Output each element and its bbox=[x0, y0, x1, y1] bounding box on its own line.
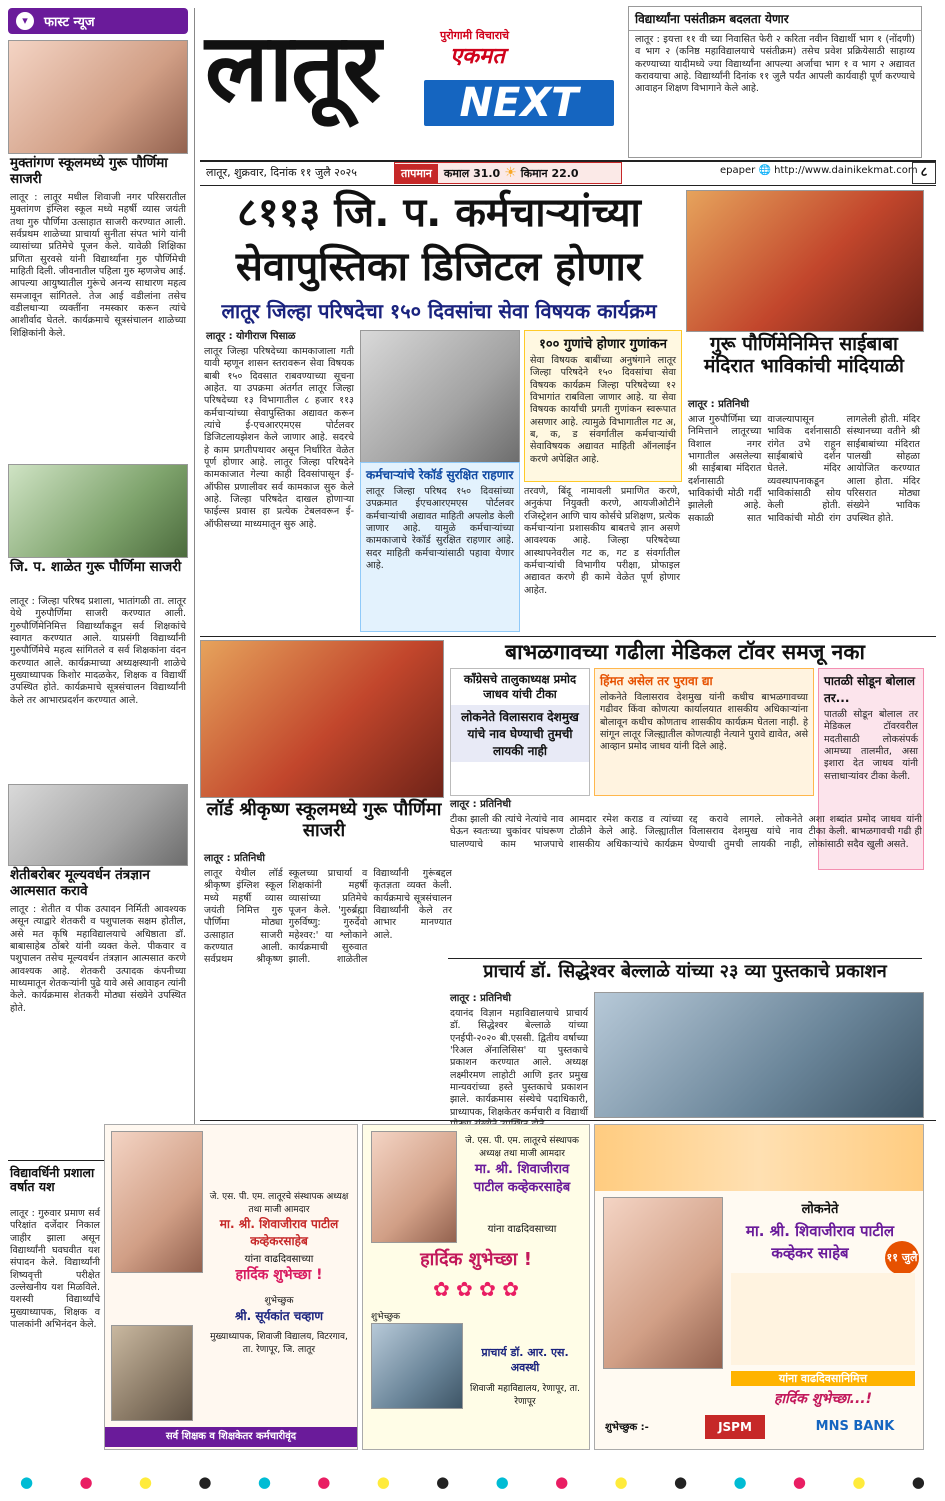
ad3-name: मा. श्री. शिवाजीराव पाटील bbox=[745, 1222, 895, 1240]
sai-byline: लातूर : प्रतिनिधी bbox=[688, 399, 749, 410]
score-box bbox=[524, 330, 682, 482]
ad3-details bbox=[731, 1273, 915, 1365]
fast-news-icon: ▾ bbox=[16, 12, 34, 30]
score-box-title: १०० गुणांचे होणार गुणांकन bbox=[539, 337, 667, 352]
story1-photo bbox=[8, 40, 188, 154]
top-notice-body: लातूर : इयत्ता ११ वी च्या निवासित फेरी २ करिता नवीन विद्यार्थी भाग १ (नोंदणी) व भाग २ (कनिष्ठ महाविद्यालयाचे पसंतीक्रम) तसेच प्रवेश प्रक्रियेसाठी साहाय्य करण्याच्या यादीमध्ये ज्या विद्यार्थ्यांना आपल्या अर्जाचा भाग १ व भाग २ अद्यावत करावयाचा आहे. विद्यार्थ्यांनी दिनांक ११ जुलै पर्यंत आपली कार्यवाही पूर्ण करण्याचे आवाहन शिक्षण विभागाने केले आहे. bbox=[635, 34, 915, 95]
ad3-wish: हार्दिक शुभेच्छा...! bbox=[773, 1391, 873, 1407]
book-headline: प्राचार्य डॉ. सिद्धेश्वर बेल्लाळे यांच्या २३ व्या पुस्तकाचे प्रकाशन bbox=[483, 961, 887, 982]
score-box-body: सेवा विषयक बाबींच्या अनुषंगाने लातूर जिल्हा परिषदेने १५० दिवसांचा सेवा विषयक कार्यक्रम जिल्हा परिषदेच्या १२ विभागांत राबविला जाणार आहे. या सेवा विषयक कार्यांची प्रगती गुणांकन स्वरूपात असणार आहे. त्यामुळे विभागातील गट अ, ब, क, ड संवर्गातील कर्मचाऱ्यांची सेवाविषयक अद्यावत माहिती ऑनलाईन करणे अपेक्षित आहे. bbox=[530, 355, 676, 465]
tower-box2-title: हिंमत असेल तर पुरावा द्या bbox=[600, 674, 713, 688]
lord-krishna-body: लातूर येथील लॉर्ड श्रीकृष्ण इंग्लिश स्कूल मध्ये महर्षी व्यास जयंती निमित्त गुरु पौर्णिमा मोठ्या उत्साहात साजरी करण्यात आली. सर्वप्रथम श्रीकृष्ण स्कूलच्या प्राचार्या व शिक्षकांनी महर्षी व्यासांच्या प्रतिमेचे पूजन केले. 'गुरुर्ब्रह्मा गुरुर्विष्णु: गुरुर्देवो महेश्वर:' या श्लोकाने कार्यक्रमाची सुरुवात झाली. शाळेतील विद्यार्थ्यांनी गुरूंबद्दल कृतज्ञता व्यक्त केली. कार्यक्रमाचे सूत्रसंचालन विद्यार्थ्यांनी केले तर आभार मानण्यात आले. bbox=[204, 868, 452, 966]
page-number: ८ bbox=[912, 162, 936, 184]
lord-krishna-headline: लॉर्ड श्रीकृष्ण स्कूलमध्ये गुरू पौर्णिमा साजरी bbox=[206, 799, 442, 841]
sai-temple-photo bbox=[686, 190, 924, 332]
tower-box2 bbox=[594, 668, 814, 796]
book-byline: लातूर : प्रतिनिधी bbox=[450, 993, 511, 1004]
main-body-col3: तरवणे, बिंदू नामावली प्रमाणित करणे, अनुकंपा नियुक्ती करणे, आयजीओटीने रजिस्ट्रेशन आणि चाय कोर्सचे प्रशिक्षण, प्रत्येक कर्मचाऱ्यांना प्रशासकीय बाबतचे ज्ञान असणे आवश्यक आहे. जिल्हा परिषदेच्या आस्थापनेवरील गट क, गट ड संवर्गातील कर्मचाऱ्यांची विभागीय परीक्षा, प्रोफाइल अद्यावत करणे ही कामे वेळेत पूर्ण होणार आहेत. bbox=[524, 486, 680, 596]
story1-body: लातूर : लातूर मधील शिवाजी नगर परिसरातील मुक्तांगण इंग्लिश स्कूल मध्ये महर्षी व्यास जयंती तथा गुरु पौर्णिमा उत्साहात साजरी करण्यात आली. सर्वप्रथम शाळेच्या प्राचार्या सुनीता संपत भांगे यांनी व्यासांच्या प्रतिमेचे पूजन केले. यावेळी शिक्षिका प्रणिता सुरवसे यांनी विद्यार्थ्यांना गुरु पौर्णिमेची माहिती दिली. जीवनातील पहिला गुरु म्हणजेच आई. आपल्या आयुष्यातील गुरूंचे अनन्य साधारण महत्व समजावून सांगितले. तेज आई वडीलांना तसेच वडीलधाऱ्या व्यक्तींना नमस्कार करून त्यांचे आशीर्वाद घेतले. कार्यक्रमाचे सूत्रसंचालन शाळेच्या शिक्षिकांनी केले. bbox=[10, 192, 186, 339]
masthead-next: NEXT bbox=[424, 80, 614, 126]
ad3-from-label: शुभेच्छुक :- bbox=[605, 1422, 649, 1433]
top-notice-headline: विद्यार्थ्यांना पसंतीक्रम बदलता येणार bbox=[629, 7, 921, 31]
sai-headline: गुरू पौर्णिमेनिमित्त साईबाबा मंदिरात भाविकांची मांदियाळी bbox=[704, 333, 904, 377]
tower-box3-body: पातळी सोडून बोलाल तर मेडिकल टॉवरवरील मदतीसाठी लोकसंपर्क आमच्या तालमीत, असा इशारा देत जाधव यांनी सत्ताधाऱ्यांवर टीका केली. bbox=[824, 709, 918, 782]
records-box-title: कर्मचाऱ्यांचे रेकॉर्ड सुरक्षित राहणार bbox=[366, 468, 514, 482]
ad2-wish-line: यांना वाढदिवसाच्या bbox=[487, 1224, 557, 1235]
masthead-tagline: पुरोगामी विचाराचे bbox=[440, 29, 510, 42]
ad3-label: लोकनेते bbox=[801, 1202, 839, 1217]
ad2-name: मा. श्री. शिवाजीराव पाटील कव्हेकरसाहेब bbox=[473, 1162, 571, 1195]
ad3 bbox=[594, 1124, 924, 1450]
story3-body: लातूर : शेतीत व पीक उत्पादन निर्मिती आवश्यक असून त्याद्वारे शेतकरी व पशुपालक सक्षम होतील, असे मत कृषि महाविद्यालयाचे अधिष्ठाता डॉ. बाबासाहेब ठोंबरे यांनी व्यक्त केले. पीकवार व पशुपालन तसेच मूल्यवर्धन तंत्रज्ञान आत्मसात करणे आवश्यक आहे. शेतकरी उत्पादक कंपनीच्या माध्यमातून शेतकऱ्यांनी पुढे यावे असे आवाहन त्यांनी केले. कार्यक्रमास शेतकरी मोठ्या संख्येने उपस्थित होते. bbox=[10, 904, 186, 1014]
story1-headline: मुक्तांगण स्कूलमध्ये गुरू पौर्णिमा साजरी bbox=[10, 155, 168, 187]
masthead-title: लातूर bbox=[205, 14, 380, 123]
main-byline: लातूर : योगीराज पिसाळ bbox=[206, 331, 296, 342]
ad1-portrait bbox=[111, 1131, 203, 1273]
ad1-from-photo bbox=[111, 1325, 193, 1421]
main-headline-line1: ८११३ जि. प. कर्मचाऱ्यांच्या bbox=[237, 190, 641, 236]
ad1-from-name: श्री. सूर्यकांत चव्हाण bbox=[235, 1309, 323, 1323]
website-url: http://www.dainikekmat.com bbox=[774, 165, 918, 176]
main-section-rule bbox=[200, 636, 936, 637]
fast-news-banner bbox=[8, 8, 188, 34]
ad1-wish: हार्दिक शुभेच्छा ! bbox=[235, 1267, 323, 1283]
sun-icon: ☀ bbox=[504, 165, 517, 181]
records-box bbox=[360, 462, 520, 632]
story2-photo bbox=[8, 464, 188, 558]
ad3-wish-line: यांना वाढदिवसानिमित्त bbox=[731, 1371, 915, 1386]
ad3-leaders-strip bbox=[595, 1125, 923, 1191]
ad2 bbox=[362, 1124, 590, 1450]
tower-sub1-title: काँग्रेसचे तालुकाध्यक्ष प्रमोद जाधव यांची टीका bbox=[463, 672, 577, 701]
ad2-wish: हार्दिक शुभेच्छा ! bbox=[420, 1249, 532, 1270]
flowers-icon: ✿ ✿ ✿ ✿ bbox=[432, 1277, 520, 1301]
ad1 bbox=[104, 1124, 358, 1450]
ad3-name2: कव्हेकर साहेब bbox=[771, 1244, 849, 1262]
masthead-brand: एकमत bbox=[450, 44, 505, 69]
ad3-date: ११ जुलै bbox=[885, 1241, 919, 1275]
ad2-from-name: प्राचार्य डॉ. आर. एस. अवस्थी bbox=[481, 1346, 569, 1374]
sai-body: आज गुरुपौर्णिमा च्या निमित्ताने लातूरच्या विशाल नगर भागातील असलेल्या श्री साईबाबा मंदिरात दर्शनासाठी भाविकांची मोठी गर्दी झालेली आहे. सकाळी सात वाजल्यापासून भाविक दर्शनासाठी रांगेत उभे राहून साईबाबांचे दर्शन घेतले. मंदिर व्यवस्थापनाकडून भाविकांसाठी सोय केली होती. भाविकांची मोठी रांग लागलेली होती. मंदिर संस्थानच्या वतीने श्री साईबाबांच्या मंदिरात पालखी सोहळा आयोजित करण्यात आला होता. मंदिर परिसरात मोठ्या संख्येने भाविक उपस्थित होते. bbox=[688, 414, 920, 524]
tower-byline: लातूर : प्रतिनिधी bbox=[450, 799, 511, 810]
book-rule bbox=[448, 958, 922, 959]
ad1-wish-line: यांना वाढदिवसाच्या bbox=[244, 1254, 314, 1265]
weather-box bbox=[394, 162, 622, 184]
tower-headline: बाभळगावच्या गढीला मेडिकल टॉवर समजू नका bbox=[505, 640, 865, 664]
story2-body: लातूर : जिल्हा परिषद प्रशाला, भातांगळी ता. लातूर येथे गुरुपौर्णिमा साजरी करण्यात आली. गुरुपौर्णिमेनिमित्त विद्यार्थ्यांकडून सर्व शिक्षकांचे स्वागत करण्यात आले. याप्रसंगी विद्यार्थ्यांनी गुरुपौर्णिमेचे महत्व सांगितले व सर्व शिक्षकांना वंदन करण्यात आले. कार्यक्रमाच्या अध्यक्षस्थानी शाळेचे मुख्याध्यापक किशोर मादळकेर, शिक्षक व विद्यार्थी उपस्थित होते. कार्यक्रमाचे सूत्रसंचालन विद्यार्थ्यांनी केले तर आभारप्रदर्शन करण्यात आले. bbox=[10, 596, 186, 706]
story4-headline: विद्यावर्धिनी प्रशाला वर्षात यश bbox=[10, 1165, 95, 1195]
main-subhead: लातूर जिल्हा परिषदेचा १५० दिवसांचा सेवा विषयक कार्यक्रम bbox=[221, 299, 657, 323]
story3-photo bbox=[8, 784, 188, 866]
ad2-from-desc: शिवाजी महाविद्यालय, रेणापूर, ता. रेणापूर bbox=[470, 1384, 580, 1407]
fast-news-label: फास्ट न्यूज bbox=[44, 15, 95, 30]
tower-body: टीका झाली की त्यांचे नेत्यांचे नाव घेऊन स्वतःच्या चुकांवर पांघरूण घालण्याचे काम भाजपाचे आमदार रमेश कराड व त्यांच्या टोळीने केले आहे. जिल्ह्यातील शासकीय अधिकाऱ्यांचे कार्यक्रम रद्द करावे लागले. लोकनेते विलासराव देशमुख यांचे नाव घेण्याची तुमची लायकी नाही, अशा शब्दांत प्रमोद जाधव यांनी टीका केली. बाभळगावची गढी ही लोकांसाठी सदैव खुली असते. bbox=[450, 814, 922, 850]
story4-body: लातूर : गुरुवार प्रमाण सर्व परिक्षांत दर्जेदार निकाल जाहीर झाला असून विद्यार्थ्यांनी घवघवीत यश संपादन केले. विद्यार्थ्यांनी शिष्यवृत्ती परीक्षेत उल्लेखनीय यश मिळविले. यशस्वी विद्यार्थ्यांचे मुख्याध्यापक, शिक्षक व पालकांनी अभिनंदन केले. bbox=[10, 1208, 100, 1331]
tower-sub1 bbox=[450, 668, 590, 796]
ad1-footer: सर्व शिक्षक व शिक्षकेतर कर्मचारीवृंद bbox=[105, 1427, 357, 1447]
top-notice-box bbox=[628, 6, 922, 158]
book-launch-photo bbox=[594, 992, 924, 1118]
main-body-col1: लातूर जिल्हा परिषदेच्या कामकाजाला गती यावी म्हणून शासन स्तरावरून सेवा विषयक बाबी १५० दिवसात राबवण्याच्या सूचना आहेत. या उपक्रमा अंतर्गत लातूर जिल्हा परिषदेच्या १३ विभागातील ८ हजार ११३ कर्मचाऱ्यांच्या सेवापुस्तिका अद्यावत करून त्यांचे ई-एचआरएमएस पोर्टलवर डिजिटलायझेशन केले जाणार आहे. सदरचे हे काम प्रगतीपथावर असून निर्धारित वेळेत पूर्ण होणार आहे. लातूर जिल्हा परिषदेने कामकाजात गेल्या काही दिवसांपासून ई-ऑफीस प्रणालीवर सर्व कामकाज सुरु केले आहे. जिल्हा परिषदेत दाखल होणाऱ्या फाईल्स प्रवास हा प्रत्येक टेबलवरून ई-ऑफीसच्या माध्यमातून सुरु आहे. bbox=[204, 346, 354, 530]
dateline: लातूर, शुक्रवार, दिनांक ११ जुलै २०२५ bbox=[206, 166, 357, 179]
registration-marks: ● ● ● ● ● ● ● ● ● ● ● ● ● ● ● ● bbox=[20, 1473, 925, 1491]
lord-krishna-byline: लातूर : प्रतिनिधी bbox=[204, 853, 265, 864]
records-box-body: लातूर जिल्हा परिषद १५० दिवसांच्या उपक्रमात ईएचआरएमएस पोर्टलवर कर्मचाऱ्यांची अद्यावत माहिती अपलोड केली जाणार आहे. यामुळे कर्मचाऱ्यांच्या कामकाजाचे रेकॉर्ड सुरक्षित राहणार आहे. सदर माहिती कर्मचाऱ्यांसाठी पहावा येणार आहे. bbox=[366, 486, 514, 572]
ad2-from-label: शुभेच्छुक bbox=[371, 1312, 400, 1322]
book-body: दयानंद विज्ञान महाविद्यालयाचे प्राचार्य डॉ. सिद्धेश्वर बेल्लाळे यांच्या एनईपी-२०२० बी.एससी. द्वितीय वर्षाच्या 'रिअल ॲनालिसिस' या पुस्तकाचे प्रकाशन करण्यात आले. अध्यक्ष लक्ष्मीरमण लाहोटी आणि इतर प्रमुख मान्यवरांच्या हस्ते पुस्तकाचे प्रकाशन झाले. कार्यक्रमास संस्थेचे पदाधिकारी, प्राध्यापक, शिक्षकेतर कर्मचारी व विद्यार्थी bbox=[450, 1008, 588, 1118]
ad3-portrait bbox=[603, 1197, 723, 1369]
ads-rule bbox=[200, 1120, 936, 1121]
dateline-rule-bottom bbox=[200, 185, 936, 186]
zp-building-photo bbox=[360, 330, 520, 464]
globe-icon: 🌐 bbox=[758, 165, 771, 176]
ad1-from-label: शुभेच्छुक bbox=[264, 1296, 294, 1306]
ad2-from-photo bbox=[371, 1323, 463, 1409]
ad1-top: जे. एस. पी. एम. लातूरचे संस्थापक अध्यक्ष तथा माजी आमदार bbox=[209, 1192, 349, 1215]
ad3-logo1: JSPM bbox=[705, 1415, 765, 1439]
ad1-from-desc: मुख्याध्यापक, शिवाजी विद्यालय, विटरगाव, ता. रेणापूर, जि. लातूर bbox=[210, 1332, 348, 1355]
tower-sub1-quote: लोकनेते विलासराव देशमुख यांचे नाव घेण्याची तुमची लायकी नाही bbox=[451, 705, 589, 762]
ad2-portrait bbox=[371, 1131, 457, 1243]
max-temp: कमाल 31.0 bbox=[443, 166, 501, 180]
epaper-label: epaper bbox=[720, 165, 756, 176]
epaper-link[interactable] bbox=[720, 165, 918, 176]
ad1-name: मा. श्री. शिवाजीराव पाटील कव्हेकरसाहेब bbox=[219, 1217, 339, 1248]
min-temp: किमान 22.0 bbox=[520, 166, 579, 180]
story3-headline: शेतीबरोबर मूल्यवर्धन तंत्रज्ञान आत्मसात करावे bbox=[10, 867, 150, 899]
ad2-top: जे. एस. पी. एम. लातूरचे संस्थापक अध्यक्ष तथा माजी आमदार bbox=[465, 1136, 579, 1159]
tower-box3-title: पातळी सोडून बोलाल तर... bbox=[824, 674, 915, 705]
ad3-logo2: MNS BANK bbox=[815, 1419, 895, 1434]
story2-headline: जि. प. शाळेत गुरू पौर्णिमा साजरी bbox=[10, 559, 182, 575]
tower-box2-body: लोकनेते विलासराव देशमुख यांनी कधीच बाभळगावच्या गढीवर किंवा कोणत्या कार्यालयात शासकीय अधिकाऱ्यांना बोलावून कधीच कोणताच शासकीय कार्यक्रम घेतला नाही. हे सांगून लातूर जिल्ह्यातील कोणत्याही नेत्याने पुरावे द्यावेत, असे आव्हान प्रमोद जाधव यांनी दिले आहे. bbox=[600, 692, 808, 753]
weather-label: तापमान bbox=[395, 164, 438, 183]
main-headline-line2: सेवापुस्तिका डिजिटल होणार bbox=[235, 244, 643, 290]
lord-krishna-photo bbox=[200, 640, 444, 798]
